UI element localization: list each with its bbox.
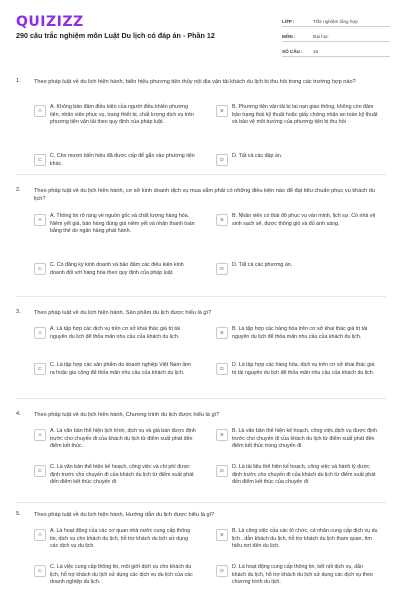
- option-letter-box: A: [34, 429, 46, 441]
- option-a[interactable]: [34, 104, 196, 127]
- question-divider: [16, 174, 386, 175]
- question-text: Theo pháp luật về du lịch hiện hành, Hướng dẫn du lịch được hiểu là gì?: [34, 512, 215, 518]
- question-text: Theo pháp luật về du lịch hiện hành, biển hiệu phương tiện thủy nội địa vận tải khách du lịch bị thu hồi trong các trường hợp nào?: [34, 79, 356, 85]
- option-d[interactable]: [216, 262, 378, 275]
- question-text: Theo pháp luật về du lịch hiện hành, Sản phẩm du lịch được hiểu là gì?: [34, 310, 212, 316]
- meta-key: SỐ CÂU :: [282, 49, 303, 54]
- option-d[interactable]: [216, 564, 378, 587]
- meta-key: MÔN :: [282, 34, 296, 39]
- option-letter-box: C: [34, 465, 46, 477]
- option-letter-box: C: [34, 154, 46, 166]
- meta-row-subject: [282, 27, 390, 42]
- question-divider: [16, 296, 386, 297]
- option-letter-box: B: [216, 105, 228, 117]
- option-a[interactable]: [34, 528, 196, 551]
- option-letter-box: B: [216, 214, 228, 226]
- option-a[interactable]: [34, 213, 196, 236]
- option-text: A. Là hoạt động của các cơ quan nhà nước cung cấp thông tin, dịch vụ cho khách du lịch, hỗ trợ khách du lịch sử dụng các dịch vụ du lịch.: [50, 528, 191, 550]
- meta-key: LỚP :: [282, 19, 295, 24]
- option-c[interactable]: [34, 153, 196, 168]
- option-b[interactable]: [216, 528, 378, 551]
- option-text: D. Là hoạt động cung cấp thông tin, kết nối dịch vụ, dẫn khách du lịch, hỗ trợ khách du lịch sử dụng các dịch vụ theo chương trình du lịch.: [232, 564, 373, 586]
- meta-value: 15: [313, 49, 319, 54]
- question-number: 3.: [16, 309, 21, 315]
- option-text: D. Là tập hợp các hàng hóa, dịch vụ trên cơ sở khai thác giá trị tài nguyên du lịch để thỏa mãn nhu cầu của khách du lịch.: [232, 362, 375, 376]
- question-number: 2.: [16, 187, 21, 193]
- option-d[interactable]: [216, 153, 378, 166]
- option-letter-box: D: [216, 565, 228, 577]
- option-letter-box: A: [34, 105, 46, 117]
- question-divider: [16, 398, 386, 399]
- option-d[interactable]: [216, 464, 378, 487]
- option-text: A. Là tập hợp các dịch vụ trên cơ sở khai thác giá trị tài nguyên du lịch để thỏa mãn nhu cầu của khách du lịch.: [50, 326, 180, 340]
- option-text: C. Cho mượn biển hiệu đã được cấp để gắn vào phương tiện khác.: [50, 153, 195, 167]
- option-text: D. Tất cả các đáp án.: [232, 153, 283, 159]
- option-b[interactable]: [216, 104, 378, 127]
- option-text: B. Phương tiện vận tải bị tai nạn giao thông, không còn đảm bảo trạng thái kỹ thuật hoặc giấy chứng nhận an toàn kỹ thuật và bảo vệ môi trường của phương tiện bị thu hồi: [232, 104, 378, 126]
- option-text: B. Là văn bản thể hiện kế hoạch, công việc,dịch vụ được định trước cho chuyến đi của khách du lịch từ điểm xuất phát đến điểm kết thúc trong chuyến đi: [232, 428, 378, 450]
- option-c[interactable]: [34, 564, 196, 587]
- option-c[interactable]: [34, 464, 196, 487]
- option-letter-box: A: [34, 214, 46, 226]
- option-text: B. Là tập hợp các hàng hóa trên cơ sở khai thác giá trị tài nguyên du lịch để thỏa mãn nhu cầu của khách du lịch.: [232, 326, 368, 340]
- worksheet-title: 290 câu trắc nghiệm môn Luật Du lịch có đáp án - Phần 12: [16, 31, 215, 40]
- meta-row-count: [282, 42, 390, 57]
- question-number: 1.: [16, 78, 21, 84]
- option-text: C. Có đăng ký kinh doanh và bảo đảm các điều kiện kinh doanh đối với hàng hóa theo quy định của pháp luật.: [50, 262, 184, 276]
- option-letter-box: A: [34, 529, 46, 541]
- worksheet-meta: [282, 12, 390, 57]
- meta-value: Trắc nghiệm tổng hợp: [313, 19, 358, 24]
- option-text: C. Là tập hợp các sản phẩm do doanh nghiệp Việt Nam làm ra hoặc gia công để thỏa mãn nhu cầu của khách du lịch.: [50, 362, 191, 376]
- option-letter-box: C: [34, 363, 46, 375]
- option-text: B. Là công việc của các tổ chức, cá nhân cung cấp dịch vụ du lịch , dẫn khách du lịch, hỗ trợ khách du lịch tham quan, tìm hiểu nơi đến du lịch.: [232, 528, 378, 550]
- option-text: B. Nhân viên có thái độ phục vụ văn minh, lịch sự. Có nhà vệ sinh sạch sẽ, được thông gió và đủ ánh sáng.: [232, 213, 376, 227]
- option-a[interactable]: [34, 428, 196, 451]
- quizizz-logo: QUIZIZZ: [16, 14, 84, 30]
- question-text: Theo pháp luật về du lịch hiện hành, cơ sở kinh doanh dịch vụ mua sắm phải có những điều kiện nào để đạt tiêu chuẩn phục vụ khách du lịch?: [34, 188, 376, 203]
- option-letter-box: C: [34, 263, 46, 275]
- option-letter-box: D: [216, 363, 228, 375]
- question-number: 4.: [16, 411, 21, 417]
- option-d[interactable]: [216, 362, 378, 377]
- option-b[interactable]: [216, 213, 378, 228]
- meta-row-class: [282, 12, 390, 27]
- option-letter-box: B: [216, 429, 228, 441]
- option-c[interactable]: [34, 362, 196, 377]
- option-letter-box: B: [216, 327, 228, 339]
- question-text: Theo pháp luật về du lịch hiện hành, Chương trình du lịch được hiểu là gì?: [34, 412, 220, 418]
- option-letter-box: B: [216, 529, 228, 541]
- option-text: C. Là văn bản thể hiện kế hoạch, công việc và chi phí được định trước cho chuyến đi của khách du lịch từ điểm xuất phát đến điểm kết thúc chuyến đi: [50, 464, 194, 486]
- question-number: 5.: [16, 511, 21, 517]
- option-text: A. Thông tin rõ ràng về nguồn gốc và chất lượng hàng hóa. Niêm yết giá, bán hàng đúng giá niêm yết và nhận thanh toán bằng thẻ do ngân hàng phát hành.: [50, 213, 195, 235]
- option-letter-box: C: [34, 565, 46, 577]
- option-text: D. Tất cả các phương án.: [232, 262, 293, 268]
- option-c[interactable]: [34, 262, 196, 277]
- option-letter-box: D: [216, 465, 228, 477]
- option-letter-box: D: [216, 263, 228, 275]
- worksheet-header: [0, 0, 400, 78]
- option-text: D. Là tài liệu thể hiện kế hoạch, công việc và hành lý được định trước cho chuyến đi của khách du lịch từ điểm xuất phát đến điểm kết thúc của chuyến đi: [232, 464, 376, 486]
- option-text: A. Không bảo đảm điều kiện của người điều khiển phương tiện, nhân viên phục vụ, trang thiết bị, chất lượng dịch vụ trên phương tiện vận tải theo quy định của pháp luật.: [50, 104, 194, 126]
- option-text: A. Là văn bản thể hiện lịch trình, dịch vụ và giá bán được định trước cho chuyến đi của khách du lịch từ điểm xuất phát đến điểm kết thúc.: [50, 428, 196, 450]
- option-letter-box: D: [216, 154, 228, 166]
- question-divider: [16, 502, 386, 503]
- option-a[interactable]: [34, 326, 196, 341]
- option-letter-box: A: [34, 327, 46, 339]
- option-b[interactable]: [216, 326, 378, 341]
- meta-value: Đại học: [313, 34, 329, 39]
- option-text: C. Là việc cung cấp thông tin, môi giới dịch vụ cho khách du lịch, hỗ trợ khách du lịch sử dụng các dịch vụ du lịch của các doanh nghiệp du lịch.: [50, 564, 193, 586]
- option-b[interactable]: [216, 428, 378, 451]
